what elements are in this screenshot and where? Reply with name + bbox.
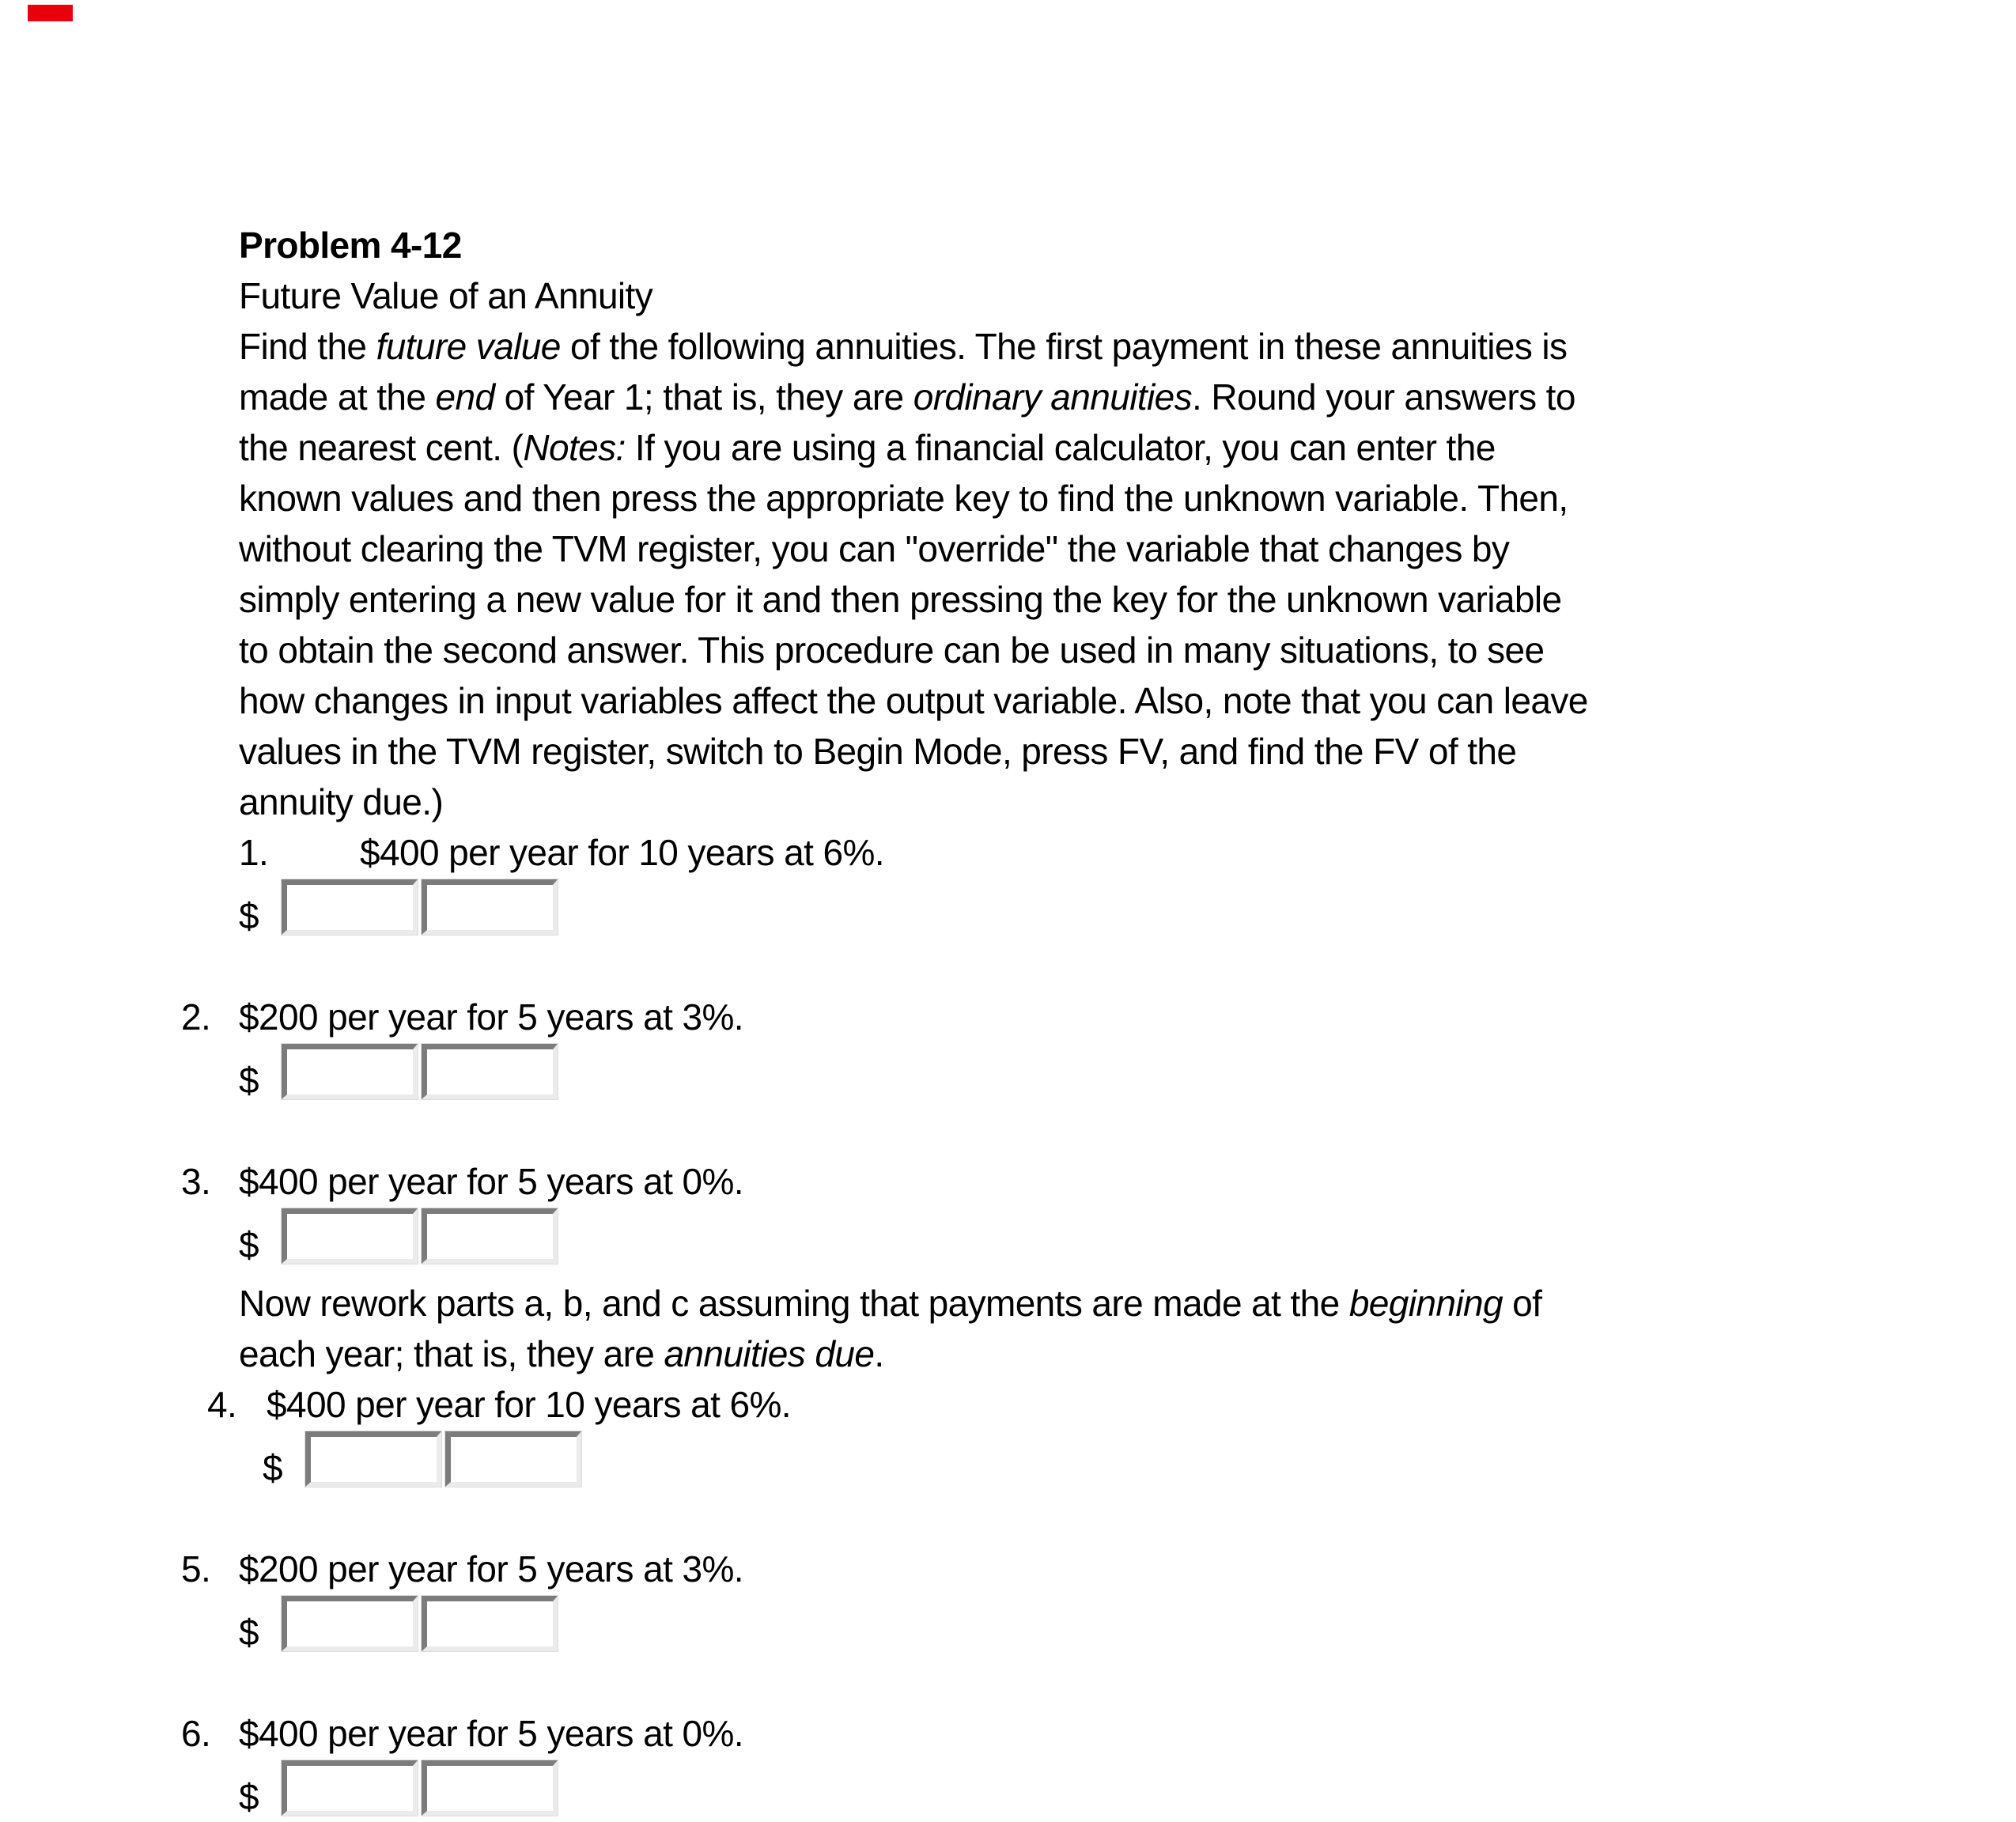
rework-line-text: each year; that is, they are: [239, 1333, 664, 1374]
intro-line-text: of Year 1; that is, they are: [494, 376, 913, 418]
intro-line-italic-text: ordinary annuities: [913, 376, 1193, 418]
answer-input-4-1[interactable]: [305, 1431, 441, 1487]
answer-input-4-2[interactable]: [445, 1431, 581, 1487]
answer-row: [239, 1596, 1900, 1651]
intro-line-text: simply entering a new value for it and then pressing the key for the unknown variable: [239, 579, 1562, 620]
currency-symbol: $: [239, 1612, 259, 1653]
answer-input-2-1[interactable]: [282, 1044, 418, 1099]
currency-symbol: $: [239, 895, 259, 936]
rework-line-text: .: [874, 1333, 884, 1374]
currency-symbol: $: [239, 1776, 259, 1817]
item-number: 6.: [181, 1713, 211, 1754]
answer-row: [239, 879, 1900, 935]
item-number: 5.: [181, 1548, 211, 1590]
item-number: 1.: [239, 832, 269, 873]
answer-input-5-1[interactable]: [282, 1596, 418, 1651]
item-text: $400 per year for 5 years at 0%.: [239, 1161, 743, 1202]
items-part2: [181, 1379, 1900, 1817]
problem-content: [181, 220, 1900, 1817]
rework-line: [239, 1278, 1900, 1329]
intro-line-text: known values and then press the appropriate key to find the unknown variable. Then,: [239, 478, 1568, 519]
problem-intro: [239, 321, 1900, 827]
answer-input-3-2[interactable]: [422, 1208, 558, 1264]
item-number: 3.: [181, 1161, 211, 1202]
answer-row: [239, 1044, 1900, 1099]
annuity-item: [181, 992, 1900, 1101]
item-line: [207, 1379, 1900, 1430]
red-marker: [28, 5, 73, 21]
annuity-item: [207, 1379, 1900, 1488]
intro-line-text: annuity due.): [239, 781, 444, 822]
item-number: 4.: [207, 1384, 237, 1425]
intro-line-text: the nearest cent. (: [239, 427, 524, 468]
item-text: $400 per year for 10 years at 6%.: [267, 1384, 791, 1425]
intro-line: [239, 574, 1900, 625]
intro-line: [239, 726, 1900, 777]
answer-row: [239, 1760, 1900, 1816]
intro-line: [239, 321, 1900, 372]
rework-note: [239, 1278, 1900, 1379]
intro-line: [239, 625, 1900, 675]
currency-symbol: $: [263, 1447, 282, 1488]
item-line: [181, 1156, 1900, 1207]
item-line: [181, 1708, 1900, 1759]
items-part1: [181, 827, 1900, 1265]
currency-symbol: $: [239, 1224, 259, 1265]
answer-input-1-1[interactable]: [282, 879, 418, 935]
intro-line-text: made at the: [239, 376, 436, 418]
answer-input-2-2[interactable]: [422, 1044, 558, 1099]
annuity-item: [181, 1708, 1900, 1817]
answer-row: [239, 1431, 1900, 1487]
answer-input-1-2[interactable]: [422, 879, 558, 935]
intro-line: [239, 422, 1900, 473]
rework-line-italic-text: beginning: [1348, 1283, 1503, 1324]
intro-line-text: how changes in input variables affect the output variable. Also, note that you can leave: [239, 680, 1588, 721]
intro-line-text: Find the: [239, 326, 376, 367]
intro-line-text: without clearing the TVM register, you can "override" the variable that changes by: [239, 528, 1510, 569]
answer-input-3-1[interactable]: [282, 1208, 418, 1264]
answer-row: [239, 1208, 1900, 1264]
intro-line-italic-text: end: [435, 376, 495, 418]
item-line: [181, 1544, 1900, 1594]
item-line: [239, 827, 1900, 878]
intro-line: [239, 473, 1900, 524]
intro-line-text: If you are using a financial calculator, you can enter the: [625, 427, 1496, 468]
item-text: $200 per year for 5 years at 3%.: [239, 1548, 743, 1590]
intro-line: [239, 777, 1900, 827]
intro-line-text: . Round your answers to: [1192, 376, 1575, 418]
intro-line: [239, 675, 1900, 726]
answer-input-5-2[interactable]: [422, 1596, 558, 1651]
intro-line: [239, 524, 1900, 574]
currency-symbol: $: [239, 1060, 259, 1101]
problem-title: Problem 4-12: [239, 225, 462, 266]
intro-line-text: to obtain the second answer. This procedure can be used in many situations, to see: [239, 629, 1545, 671]
answer-input-6-2[interactable]: [422, 1760, 558, 1816]
intro-line-text: of the following annuities. The first payment in these annuities is: [560, 326, 1568, 367]
item-text: $200 per year for 5 years at 3%.: [239, 996, 743, 1038]
annuity-item: [181, 1156, 1900, 1265]
intro-line-italic-text: future value: [376, 326, 561, 367]
rework-line-text: Now rework parts a, b, and c assuming that payments are made at the: [239, 1283, 1349, 1324]
intro-line: [239, 372, 1900, 422]
item-text: $400 per year for 10 years at 6%.: [360, 832, 884, 873]
intro-line-italic-text: Notes:: [523, 427, 626, 468]
rework-line-italic-text: annuities due: [664, 1333, 875, 1374]
annuity-item: [239, 827, 1900, 935]
item-number: 2.: [181, 996, 211, 1038]
item-text: $400 per year for 5 years at 0%.: [239, 1713, 743, 1754]
item-line: [181, 992, 1900, 1042]
rework-line: [239, 1329, 1900, 1379]
intro-line-text: values in the TVM register, switch to Begin Mode, press FV, and find the FV of the: [239, 731, 1517, 772]
answer-input-6-1[interactable]: [282, 1760, 418, 1816]
problem-subtitle: Future Value of an Annuity: [239, 275, 653, 316]
annuity-item: [181, 1544, 1900, 1653]
rework-line-text: of: [1502, 1283, 1542, 1324]
